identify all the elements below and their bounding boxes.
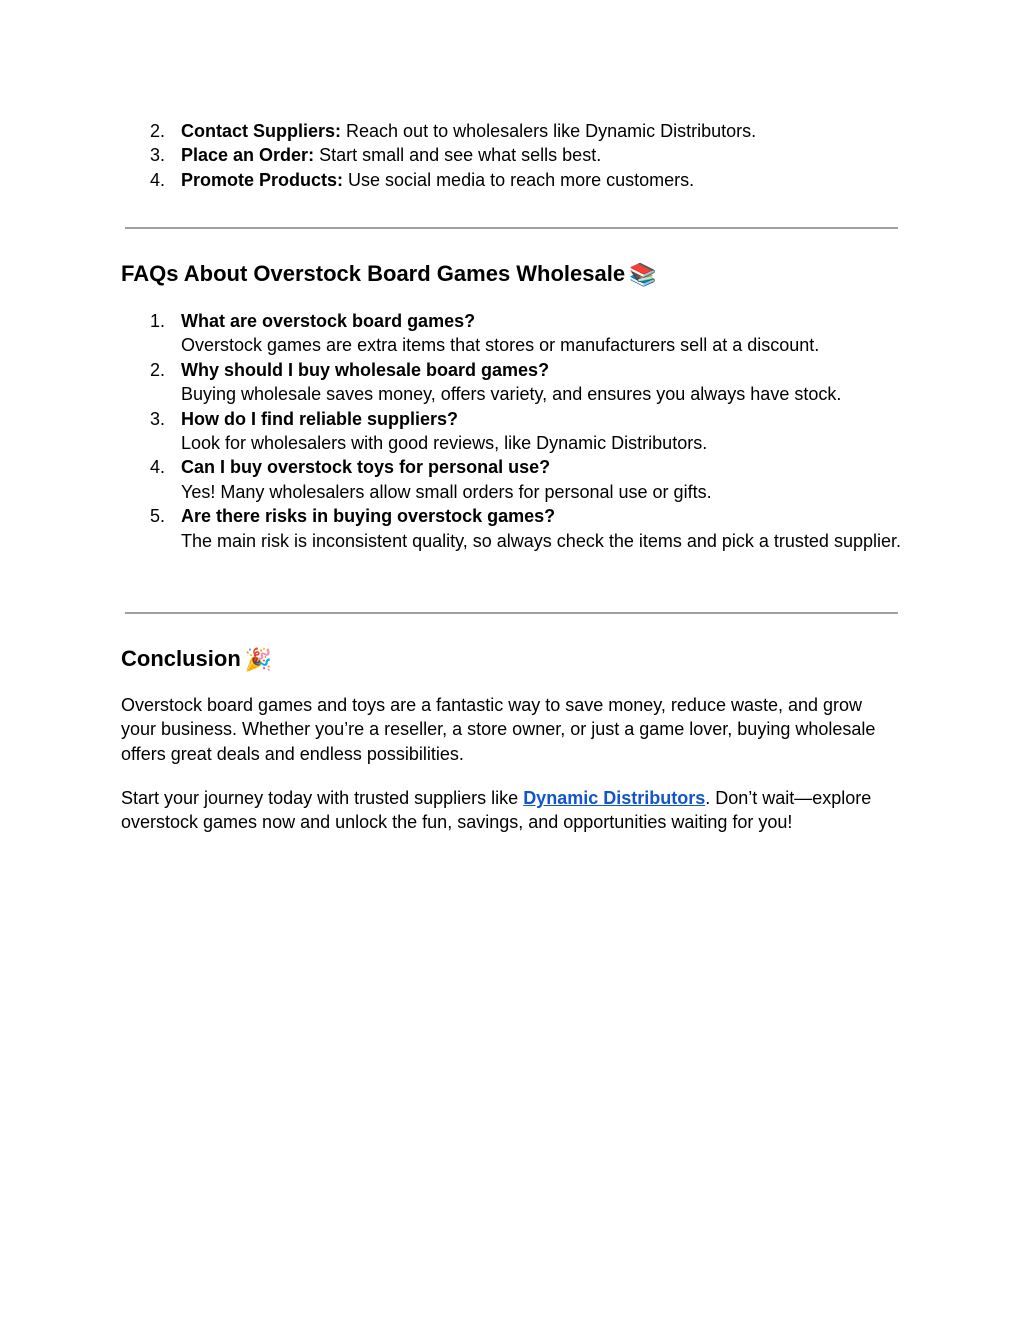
faq-answer: The main risk is inconsistent quality, so always check the items and pick a trusted supplier. xyxy=(181,530,901,551)
faq-question: Why should I buy wholesale board games? xyxy=(181,359,550,380)
list-item xyxy=(121,119,901,143)
list-number: 2. xyxy=(150,121,166,141)
faq-question: What are overstock board games? xyxy=(181,311,476,331)
list-number: 4. xyxy=(150,169,166,190)
step-title: Contact Suppliers: xyxy=(181,121,342,141)
faq-list xyxy=(121,309,901,553)
list-item xyxy=(121,143,901,167)
list-number: 2. xyxy=(150,359,166,380)
cta-text-after: . Don’t wait—explore overstock games now and unlock the fun, savings, and opportunities waiting for you! xyxy=(121,788,872,833)
list-item xyxy=(121,504,901,553)
list-item xyxy=(121,358,901,407)
list-number: 1. xyxy=(150,311,166,331)
dynamic-distributors-link[interactable]: Dynamic Distributors xyxy=(523,788,706,808)
conclusion-heading-text: Conclusion xyxy=(121,646,241,671)
faq-answer: Buying wholesale saves money, offers variety, and ensures you always have stock. xyxy=(181,384,842,405)
step-text: Start small and see what sells best. xyxy=(314,145,602,166)
horizontal-rule xyxy=(125,612,898,614)
list-item xyxy=(121,407,901,456)
list-item xyxy=(121,168,901,192)
list-item xyxy=(121,309,901,358)
horizontal-rule xyxy=(125,227,898,229)
step-text: Use social media to reach more customers. xyxy=(343,169,695,190)
steps-list xyxy=(121,119,901,192)
conclusion-paragraph: Overstock board games and toys are a fantastic way to save money, reduce waste, and grow your business. Whether you’re a reseller, a store owner, or just a game lover, buying wholesale offers great deals and endless possibilities. xyxy=(121,695,876,764)
conclusion-paragraph-cta xyxy=(121,786,901,835)
list-number: 5. xyxy=(150,506,166,527)
list-number: 3. xyxy=(150,145,166,166)
conclusion-heading xyxy=(121,645,272,674)
step-title: Place an Order: xyxy=(181,145,315,166)
step-title: Promote Products: xyxy=(181,169,344,190)
faq-question: How do I find reliable suppliers? xyxy=(181,408,459,429)
faq-question: Can I buy overstock toys for personal use? xyxy=(181,457,551,478)
faq-heading xyxy=(121,260,657,289)
list-number: 3. xyxy=(150,408,166,429)
list-number: 4. xyxy=(150,457,166,478)
faq-answer: Look for wholesalers with good reviews, like Dynamic Distributors. xyxy=(181,433,708,454)
books-icon: 📚 xyxy=(629,262,657,287)
faq-heading-text: FAQs About Overstock Board Games Wholesale xyxy=(121,261,626,286)
list-item xyxy=(121,455,901,504)
faq-answer: Yes! Many wholesalers allow small orders for personal use or gifts. xyxy=(181,481,712,502)
step-text: Reach out to wholesalers like Dynamic Distributors. xyxy=(341,121,757,141)
cta-text-before: Start your journey today with trusted suppliers like xyxy=(121,788,524,808)
faq-answer: Overstock games are extra items that stores or manufacturers sell at a discount. xyxy=(181,335,820,356)
faq-question: Are there risks in buying overstock games? xyxy=(181,506,556,527)
party-popper-icon: 🎉 xyxy=(244,647,273,672)
